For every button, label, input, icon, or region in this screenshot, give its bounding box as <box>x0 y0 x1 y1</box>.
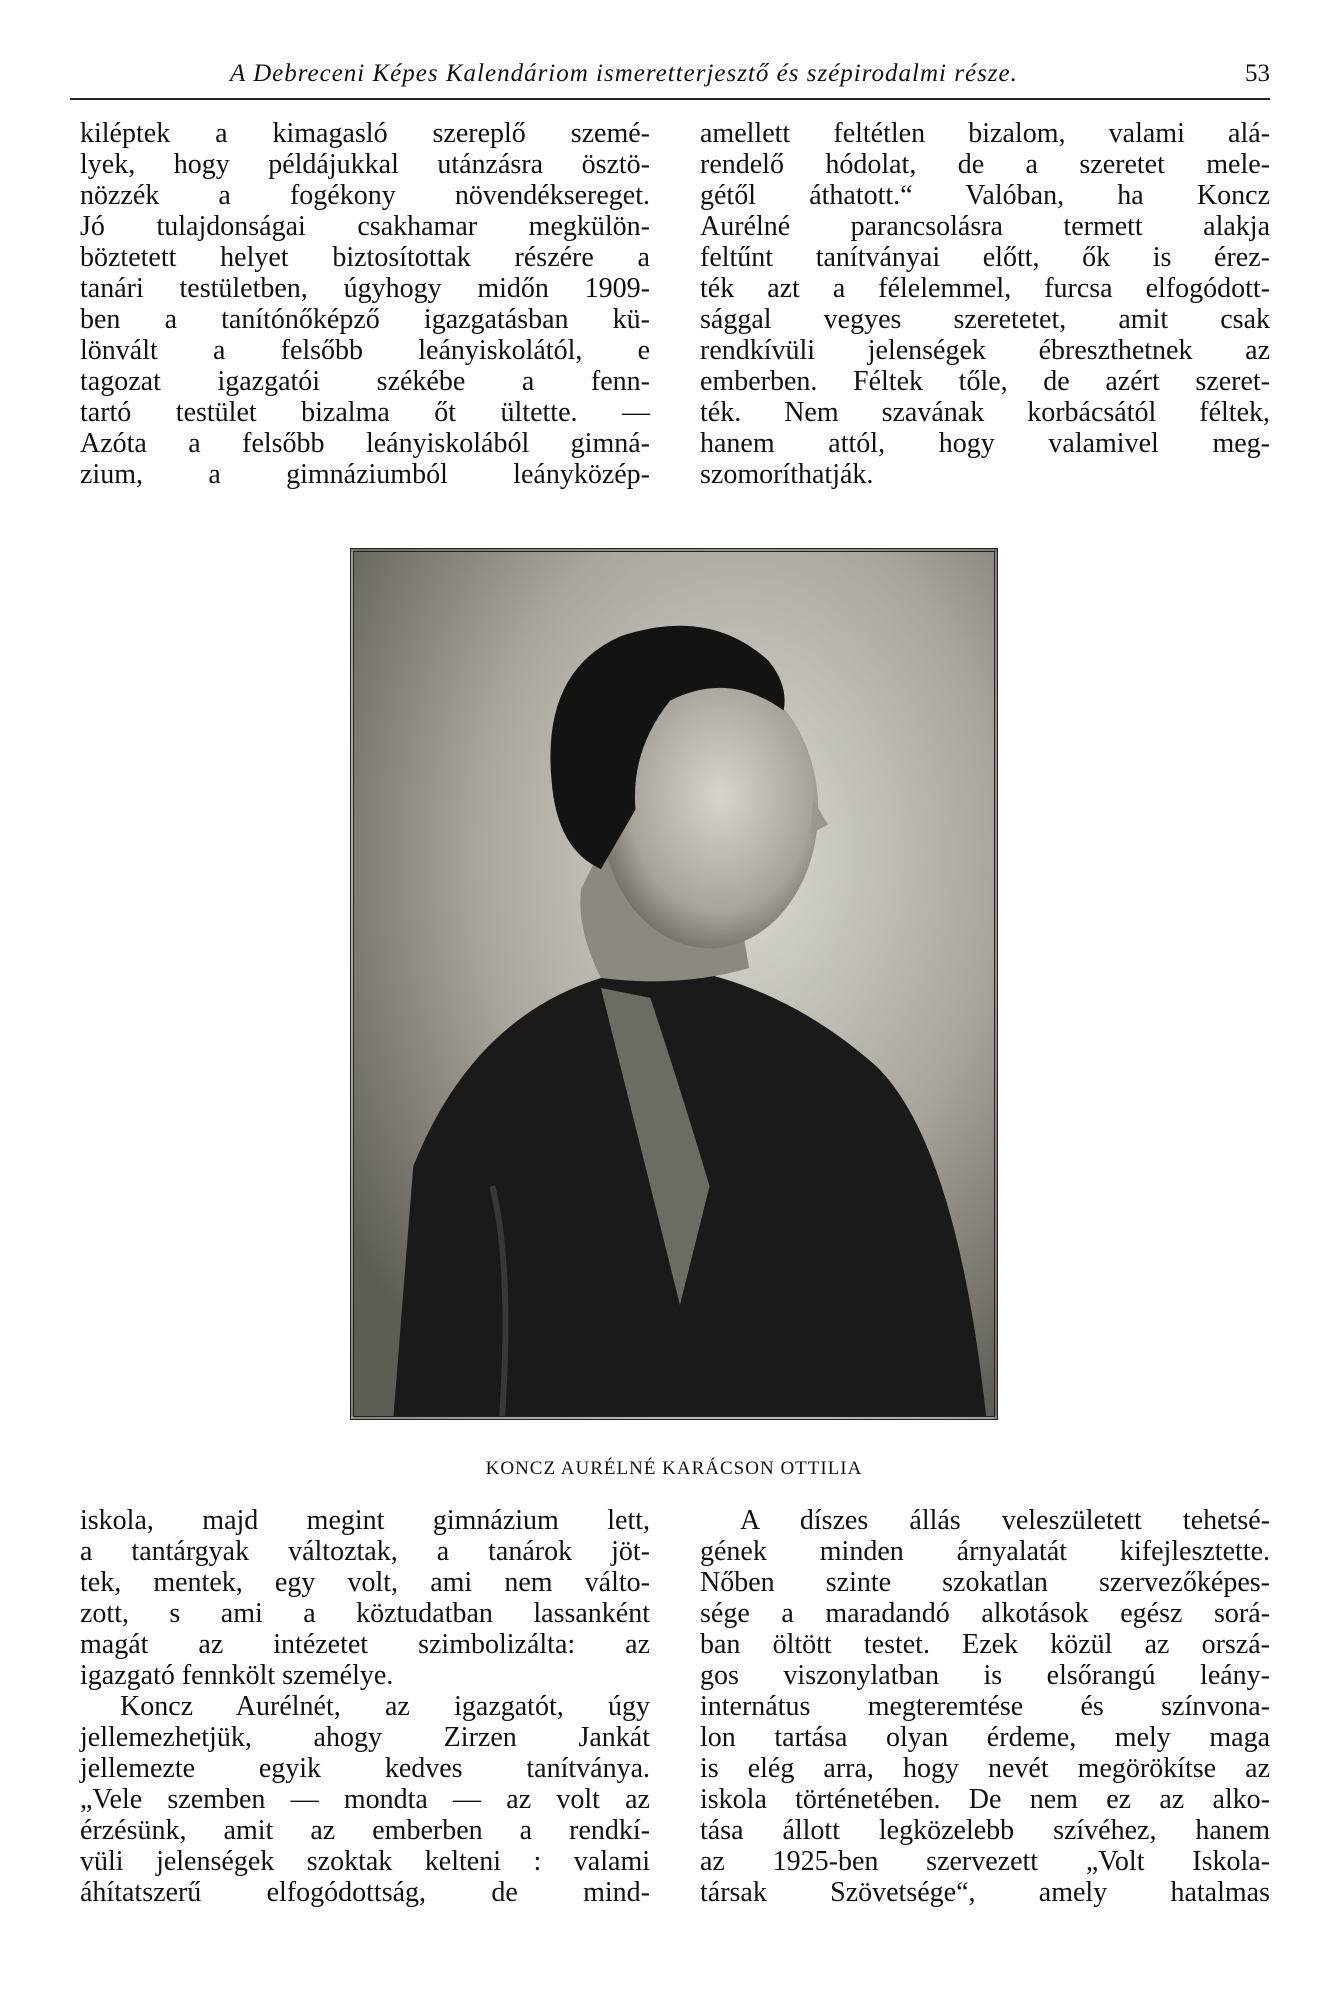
text-line: zium, a gimnáziumból leányközép- <box>80 459 650 490</box>
text-line: internátus megteremtése és színvona- <box>700 1691 1270 1722</box>
text-line: társak Szövetsége“, amely hatalmas <box>700 1877 1270 1908</box>
text-line: emberben. Féltek tőle, de azért szeret- <box>700 366 1270 397</box>
text-line: tanári testületben, úgyhogy midőn 1909- <box>80 273 650 304</box>
text-column-bottom-right <box>700 1505 1270 1908</box>
text-column-bottom-left <box>80 1505 650 1908</box>
text-line: sége a maradandó alkotások egész sorá- <box>700 1598 1270 1629</box>
text-line: Nőben szinte szokatlan szervezőképes- <box>700 1567 1270 1598</box>
text-line: tek, mentek, egy volt, ami nem válto- <box>80 1567 650 1598</box>
header-rule <box>70 98 1270 100</box>
text-line: nözzék a fogékony növendéksereget. <box>80 180 650 211</box>
text-line: iskola, majd megint gimnázium lett, <box>80 1505 650 1536</box>
text-line: vüli jelenségek szoktak kelteni : valami <box>80 1846 650 1877</box>
text-line: sággal vegyes szeretetet, amit csak <box>700 304 1270 335</box>
text-line: Koncz Aurélnét, az igazgatót, úgy <box>120 1691 650 1722</box>
text-line: tartó testület bizalma őt ültette. — <box>80 397 650 428</box>
text-line: érzésünk, amit az emberben a rendkí- <box>80 1815 650 1846</box>
running-title: A Debreceni Képes Kalendáriom ismeretterjesztő és szépirodalmi része. <box>230 60 1018 87</box>
text-line: ték azt a félelemmel, furcsa elfogódott- <box>700 273 1270 304</box>
text-line: is elég arra, hogy nevét megörökítse az <box>700 1753 1270 1784</box>
text-line: szomoríthatják. <box>700 459 874 490</box>
text-line: tása állott legközelebb szívéhez, hanem <box>700 1815 1270 1846</box>
text-column-top-left <box>80 118 650 490</box>
text-line: „Vele szemben — mondta — az volt az <box>80 1784 650 1815</box>
text-line: Azóta a felsőbb leányiskolából gimná- <box>80 428 650 459</box>
text-line: gétől áthatott.“ Valóban, ha Koncz <box>700 180 1270 211</box>
page-number: 53 <box>1245 60 1270 87</box>
text-line: ték. Nem szavának korbácsától féltek, <box>700 397 1270 428</box>
text-line: feltűnt tanítványai előtt, ők is érez- <box>700 242 1270 273</box>
page-header <box>70 58 1270 98</box>
text-line: ben a tanítónőképző igazgatásban kü- <box>80 304 650 335</box>
text-column-top-right <box>700 118 1270 490</box>
text-line: jellemezte egyik kedves tanítványa. <box>80 1753 650 1784</box>
text-line: lyek, hogy példájukkal utánzásra ösztö- <box>80 149 650 180</box>
text-line: rendelő hódolat, de a szeretet mele- <box>700 149 1270 180</box>
text-line: Aurélné parancsolásra termett alakja <box>700 211 1270 242</box>
text-line: magát az intézetet szimbolizálta: az <box>80 1629 650 1660</box>
text-line: gos viszonylatban is elsőrangú leány- <box>700 1660 1270 1691</box>
text-line: lönvált a felsőbb leányiskolától, e <box>80 335 650 366</box>
text-line: áhítatszerű elfogódottság, de mind- <box>80 1877 650 1908</box>
portrait-photo <box>350 548 998 1420</box>
text-line: jellemezhetjük, ahogy Zirzen Jankát <box>80 1722 650 1753</box>
text-line: ban öltött testet. Ezek közül az orszá- <box>700 1629 1270 1660</box>
text-line: kiléptek a kimagasló szereplő szemé- <box>80 118 650 149</box>
text-line: gének minden árnyalatát kifejlesztette. <box>700 1536 1270 1567</box>
text-line: rendkívüli jelenségek ébreszthetnek az <box>700 335 1270 366</box>
text-line: amellett feltétlen bizalom, valami alá- <box>700 118 1270 149</box>
text-line: zott, s ami a köztudatban lassanként <box>80 1598 650 1629</box>
text-line: Jó tulajdonságai csakhamar megkülön- <box>80 211 650 242</box>
text-line: tagozat igazgatói székébe a fenn- <box>80 366 650 397</box>
text-line: az 1925-ben szervezett „Volt Iskola- <box>700 1846 1270 1877</box>
text-line: böztetett helyet biztosítottak részére a <box>80 242 650 273</box>
text-line: lon tartása olyan érdeme, mely maga <box>700 1722 1270 1753</box>
photo-caption: KONCZ AURÉLNÉ KARÁCSON OTTILIA <box>485 1458 863 1479</box>
text-line: A díszes állás veleszületett tehetsé- <box>740 1505 1270 1536</box>
text-line: iskola történetében. De nem ez az alko- <box>700 1784 1270 1815</box>
portrait-illustration <box>354 552 994 1416</box>
text-line: a tantárgyak változtak, a tanárok jöt- <box>80 1536 650 1567</box>
text-line: hanem attól, hogy valamivel meg- <box>700 428 1270 459</box>
text-line: igazgató fennkölt személye. <box>80 1660 394 1691</box>
